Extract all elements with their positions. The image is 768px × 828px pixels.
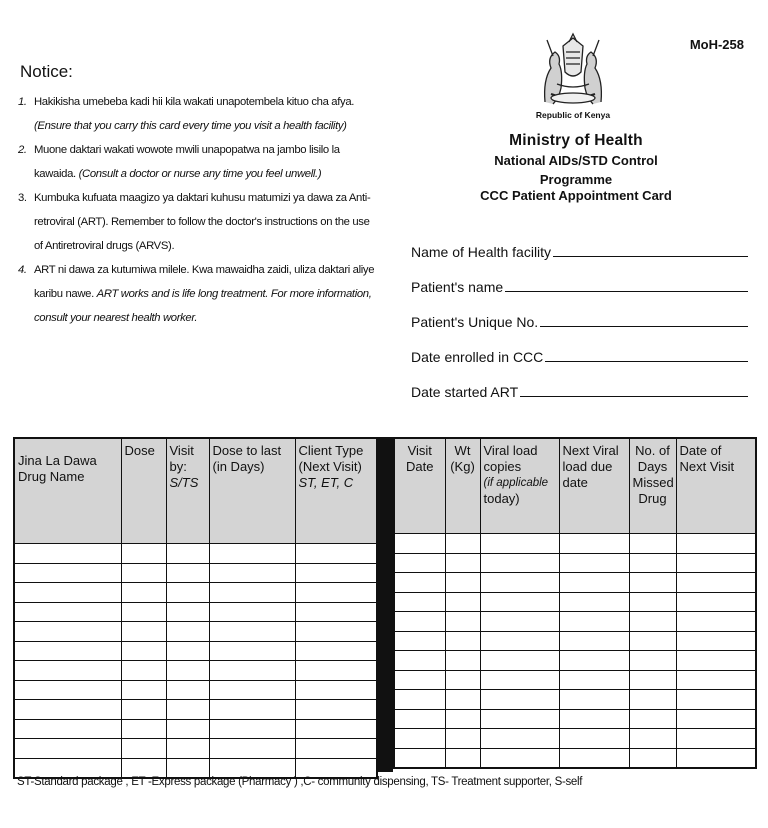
header-line: Jina La Dawa [18,453,97,468]
header-line: Dose [124,443,155,458]
table-row [394,729,756,749]
table-cell[interactable] [121,739,166,759]
col-viral-load [480,438,559,534]
table-cell[interactable] [14,563,121,583]
header-line: Dose to last [212,443,282,458]
table-cell[interactable] [121,758,166,778]
table-cell[interactable] [629,748,676,768]
table-cell[interactable] [209,700,295,720]
table-cell[interactable] [394,670,445,690]
programme-line2: Programme [539,172,613,187]
field-line[interactable] [545,349,748,362]
notice-english: ART works and is life long treatment. For more information, consult your nearest health worker. [34,288,372,324]
table-cell[interactable] [445,592,480,612]
table-cell[interactable] [676,573,756,593]
table-cell[interactable] [676,709,756,729]
table-cell[interactable] [121,700,166,720]
table-cell[interactable] [295,622,377,642]
header-line: (Kg) [450,459,475,474]
table-cell[interactable] [445,748,480,768]
col-next-visit [676,438,756,534]
ministry-title: Ministry of Health [509,132,643,149]
table-cell[interactable] [209,719,295,739]
table-cell[interactable] [166,602,209,622]
table-cell[interactable] [121,563,166,583]
table-cell[interactable] [166,700,209,720]
table-cell[interactable] [629,709,676,729]
table-cell[interactable] [209,661,295,681]
header-line: date [562,475,588,490]
table-cell[interactable] [480,670,559,690]
table-cell[interactable] [14,739,121,759]
table-cell[interactable] [121,680,166,700]
table-cell[interactable] [676,729,756,749]
header-line: today) [483,491,520,506]
table-cell[interactable] [480,573,559,593]
table-cell[interactable] [445,651,480,671]
table-row [394,748,756,768]
table-cell[interactable] [166,680,209,700]
table-cell[interactable] [14,622,121,642]
header-line: (if applicable [483,477,549,489]
table-cell[interactable] [629,534,676,554]
table-cell[interactable] [209,602,295,622]
col-visit-date [394,438,445,534]
field-line[interactable] [553,244,748,257]
table-cell[interactable] [676,748,756,768]
table-divider [376,437,393,772]
table-cell[interactable] [676,690,756,710]
table-row [14,563,377,583]
table-cell[interactable] [121,641,166,661]
table-cell[interactable] [480,709,559,729]
table-row [394,690,756,710]
header-line: Client Type [298,443,364,458]
table-cell[interactable] [295,739,377,759]
table-cell[interactable] [629,553,676,573]
table-row [394,709,756,729]
header-line: Wt [454,443,471,458]
header-line: Viral load [483,443,538,458]
table-cell[interactable] [559,690,629,710]
table-row [394,553,756,573]
field-label: Patient's Unique No. [411,314,539,330]
table-cell[interactable] [676,670,756,690]
date-enrolled-field[interactable] [411,345,748,365]
header-line: Visit [169,443,194,458]
notice-english: (Ensure that you carry this card every time you visit a health facility) [34,120,347,132]
table-cell[interactable] [166,583,209,603]
table-cell[interactable] [209,641,295,661]
table-cell[interactable] [559,651,629,671]
col-next-viral-load [559,438,629,534]
field-label: Date enrolled in CCC [411,349,544,365]
header-line: ST, ET, C [298,475,354,490]
table-cell[interactable] [14,700,121,720]
table-cell[interactable] [480,690,559,710]
drug-table [13,437,378,779]
notice-swahili: Kumbuka kufuata maagizo ya daktari kuhusu matumizi ya dawa za Anti-retroviral (ART). Remember to follow the doctor's instructions on the use of Antiretroviral drugs (ARVS). [34,192,371,252]
field-label: Patient's name [411,279,504,295]
table-cell[interactable] [295,700,377,720]
republic-label: Republic of Kenya [535,110,611,120]
field-line[interactable] [505,279,748,292]
table-cell[interactable] [209,758,295,778]
notice-swahili: ART ni dawa za kutumiwa milele. Kwa mawaidha zaidi, uliza daktari aliye karibu nawe. [34,264,375,300]
table-cell[interactable] [559,553,629,573]
table-cell[interactable] [394,553,445,573]
table-cell[interactable] [394,631,445,651]
table-cell[interactable] [166,641,209,661]
table-cell[interactable] [121,602,166,622]
table-row [394,573,756,593]
table-cell[interactable] [445,729,480,749]
table-cell[interactable] [480,534,559,554]
table-cell[interactable] [166,758,209,778]
table-cell[interactable] [676,631,756,651]
table-cell[interactable] [445,534,480,554]
notice-item [18,90,378,138]
table-cell[interactable] [629,651,676,671]
table-row [14,602,377,622]
table-row [394,670,756,690]
patient-name-field[interactable] [411,275,748,295]
header-line: Next Visit [679,459,735,474]
table-row [14,680,377,700]
table-row [14,739,377,759]
table-cell[interactable] [676,553,756,573]
table-cell[interactable] [559,631,629,651]
table-cell[interactable] [121,622,166,642]
table-row [14,719,377,739]
notice-number: 3. [18,192,27,204]
table-cell[interactable] [295,661,377,681]
header-line: load due [562,459,613,474]
table-cell[interactable] [480,592,559,612]
kenya-coat-of-arms-icon [533,32,613,112]
notice-item [18,258,378,330]
notice-number: 1. [18,96,27,108]
table-cell[interactable] [209,680,295,700]
table-cell[interactable] [629,729,676,749]
field-label: Date started ART [411,384,519,400]
header-line: by: [169,459,187,474]
table-cell[interactable] [394,651,445,671]
facility-name-field[interactable] [411,240,748,260]
table-cell[interactable] [295,583,377,603]
notice-swahili: Hakikisha umebeba kadi hii kila wakati unapotembela kituo cha afya. [34,96,355,108]
table-cell[interactable] [295,719,377,739]
table-cell[interactable] [14,641,121,661]
table-cell[interactable] [445,709,480,729]
header-line: Visit [407,443,432,458]
table-row [14,758,377,778]
table-row [394,612,756,632]
table-cell[interactable] [394,748,445,768]
header-line: S/TS [169,475,199,490]
table-row [394,651,756,671]
col-days-missed [629,438,676,534]
table-cell[interactable] [295,602,377,622]
notice-number: 2. [18,144,27,156]
notice-swahili: Muone daktari wakati wowote mwili unapopatwa na jambo lisilo la kawaida. [34,144,340,180]
table-cell[interactable] [445,670,480,690]
table-row [394,534,756,554]
table-cell[interactable] [166,719,209,739]
table-cell[interactable] [295,758,377,778]
table-cell[interactable] [676,534,756,554]
table-cell[interactable] [629,612,676,632]
table-cell[interactable] [676,612,756,632]
header-line: copies [483,459,522,474]
header-line: Days [637,459,668,474]
notice-item [18,186,378,258]
field-line[interactable] [540,314,748,327]
col-visit-by [166,438,209,544]
table-row [14,661,377,681]
notice-english: (Consult a doctor or nurse any time you feel unwell.) [78,168,322,180]
table-cell[interactable] [629,573,676,593]
table-cell[interactable] [629,592,676,612]
table-cell[interactable] [445,612,480,632]
table-cell[interactable] [394,612,445,632]
table-row [14,700,377,720]
table-cell[interactable] [394,534,445,554]
col-client-type [295,438,377,544]
table-cell[interactable] [480,729,559,749]
table-cell[interactable] [209,544,295,564]
field-label: Name of Health facility [411,244,552,260]
visit-table [393,437,757,769]
col-dose [121,438,166,544]
table-cell[interactable] [480,631,559,651]
table-row [14,583,377,603]
header-line: No. of [635,443,670,458]
notice-title: Notice: [20,62,73,81]
table-cell[interactable] [480,553,559,573]
table-cell[interactable] [166,563,209,583]
table-cell[interactable] [14,661,121,681]
table-cell[interactable] [121,661,166,681]
table-cell[interactable] [445,573,480,593]
header-line: (Next Visit) [298,459,362,474]
table-cell[interactable] [14,583,121,603]
form-code: MoH-258 [689,37,744,52]
table-cell[interactable] [559,592,629,612]
notice-item [18,138,378,186]
table-cell[interactable] [394,709,445,729]
header-line: Drug [638,491,667,506]
table-cell[interactable] [480,748,559,768]
table-row [14,641,377,661]
col-dose-to-last [209,438,295,544]
table-cell[interactable] [14,680,121,700]
table-row [14,544,377,564]
notice-number: 4. [18,264,27,276]
table-cell[interactable] [559,670,629,690]
table-row [14,622,377,642]
col-drug-name [14,438,121,544]
header-line: Drug Name [18,469,85,484]
table-cell[interactable] [166,544,209,564]
table-cell[interactable] [629,631,676,651]
table-cell[interactable] [676,592,756,612]
table-cell[interactable] [14,602,121,622]
table-cell[interactable] [480,651,559,671]
table-cell[interactable] [480,612,559,632]
header-line: Date of [679,443,722,458]
programme-line1: National AIDs/STD Control [494,153,658,168]
table-cell[interactable] [629,670,676,690]
table-cell[interactable] [209,583,295,603]
table-cell[interactable] [394,573,445,593]
table-cell[interactable] [14,719,121,739]
table-cell[interactable] [295,544,377,564]
header-line: Missed [632,475,674,490]
table-cell[interactable] [209,563,295,583]
table-cell[interactable] [559,709,629,729]
table-cell[interactable] [394,690,445,710]
table-cell[interactable] [559,729,629,749]
table-cell[interactable] [14,758,121,778]
table-cell[interactable] [394,729,445,749]
table-cell[interactable] [166,739,209,759]
table-cell[interactable] [445,631,480,651]
table-cell[interactable] [559,748,629,768]
header-line: Date [406,459,434,474]
table-cell[interactable] [121,583,166,603]
table-cell[interactable] [676,651,756,671]
table-cell[interactable] [295,680,377,700]
table-cell[interactable] [445,690,480,710]
date-started-art-field[interactable] [411,380,748,400]
table-cell[interactable] [209,739,295,759]
table-cell[interactable] [559,612,629,632]
table-cell[interactable] [445,553,480,573]
table-cell[interactable] [394,592,445,612]
patient-unique-no-field[interactable] [411,310,748,330]
table-cell[interactable] [295,563,377,583]
table-cell[interactable] [209,622,295,642]
table-cell[interactable] [629,690,676,710]
table-cell[interactable] [166,622,209,642]
header-line: (in Days) [212,459,265,474]
table-cell[interactable] [121,544,166,564]
card-title: CCC Patient Appointment Card [480,188,672,203]
footer-legend: ST-Standard package , ET -Express package (Pharmacy ) ,C- community dispensing, TS- Treatment supporter, S-self [17,776,583,788]
col-weight [445,438,480,534]
table-cell[interactable] [14,544,121,564]
table-cell[interactable] [559,534,629,554]
table-row [394,631,756,651]
table-cell[interactable] [295,641,377,661]
table-cell[interactable] [121,719,166,739]
notice-list [18,90,378,330]
header-line: Next Viral [562,443,619,458]
table-cell[interactable] [559,573,629,593]
table-cell[interactable] [166,661,209,681]
field-line[interactable] [520,384,748,397]
table-row [394,592,756,612]
